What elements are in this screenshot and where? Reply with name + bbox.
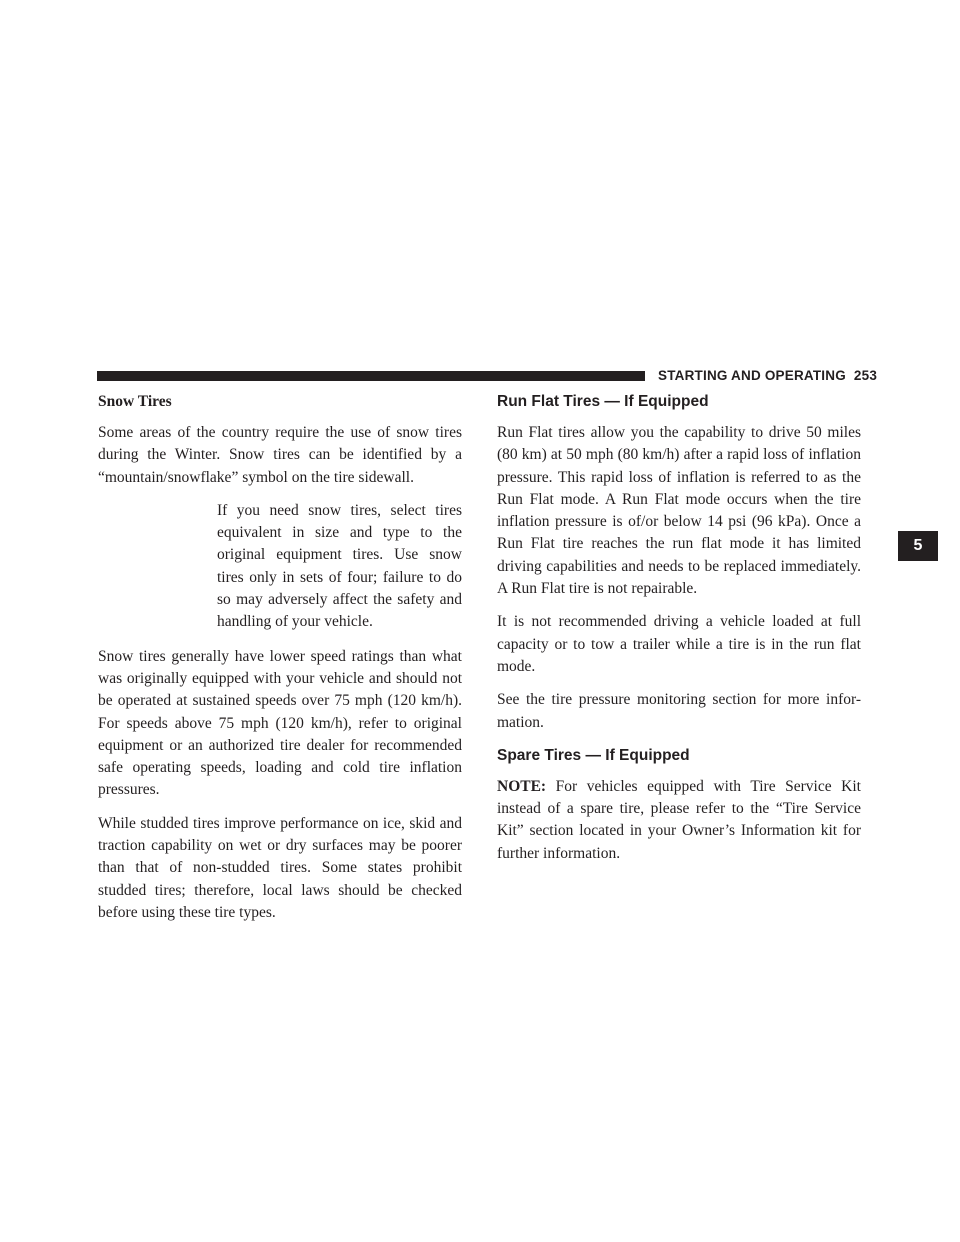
snow-tires-paragraph: Some areas of the country require the use of snow tires during the Winter. Snow tires can be identified by a “mountain/snowflake” symbol on the tire sidewall.	[98, 424, 462, 486]
chapter-tab: 5	[898, 531, 938, 561]
run-flat-heading: Run Flat Tires — If Equipped	[497, 393, 709, 410]
page-number: 253	[853, 368, 878, 383]
spare-tires-note	[497, 776, 861, 865]
speed-ratings-paragraph: Snow tires generally have lower speed ratings than what was originally equipped with your vehicle and should not be operated at sustained speeds over 75 mph (120 km/h). For speeds above 75 mph (120 km/h), refer to original equipment or an authorized tire dealer for recommended safe operating speeds, loading and cold tire inflation pressures.	[98, 647, 462, 799]
left-column	[98, 391, 462, 935]
running-header	[658, 368, 877, 384]
note-text: For vehicles equipped with Tire Service Kit instead of a spare tire, please refer to the “Tire Service Kit” section located in your Owner’s Information kit for further information.	[497, 777, 861, 862]
section-title: STARTING AND OPERATING	[658, 368, 846, 383]
snow-tires-caution: If you need snow tires, select tires equivalent in size and type to the original equipment tires. Use snow tires only in sets of four; failure to do so may adversely affect the safety and handling of your vehicle.	[217, 501, 462, 631]
run-flat-load-paragraph: It is not recommended driving a vehicle loaded at full capacity or to tow a trailer while a tire is in the run flat mode.	[497, 613, 861, 675]
header-rule	[97, 371, 645, 381]
note-label: NOTE:	[497, 777, 547, 795]
tpms-reference-paragraph: See the tire pressure monitoring section for more infor-mation.	[497, 691, 861, 731]
studded-tires-paragraph: While studded tires improve performance on ice, skid and traction capability on wet or dry surfaces may be poorer than that of non-studded tires. Some states prohibit studded tires; therefore, local laws should be checked before using these tire types.	[98, 814, 462, 921]
spare-tires-heading: Spare Tires — If Equipped	[497, 746, 690, 764]
run-flat-paragraph: Run Flat tires allow you the capability to drive 50 miles (80 km) at 50 mph (80 km/h) after a rapid loss of inflation pressure. This rapid loss of inflation is referred to as the Run Flat mode. A Run Flat mode occurs when the tire inflation pressure is of/or below 14 psi (96 kPa). Once a Run Flat tire reaches the run flat mode it has limited driving capabilities and needs to be replaced immediately. A Run Flat tire is not repairable.	[497, 424, 861, 598]
right-column	[497, 391, 861, 876]
snow-tires-heading: Snow Tires	[98, 393, 172, 410]
